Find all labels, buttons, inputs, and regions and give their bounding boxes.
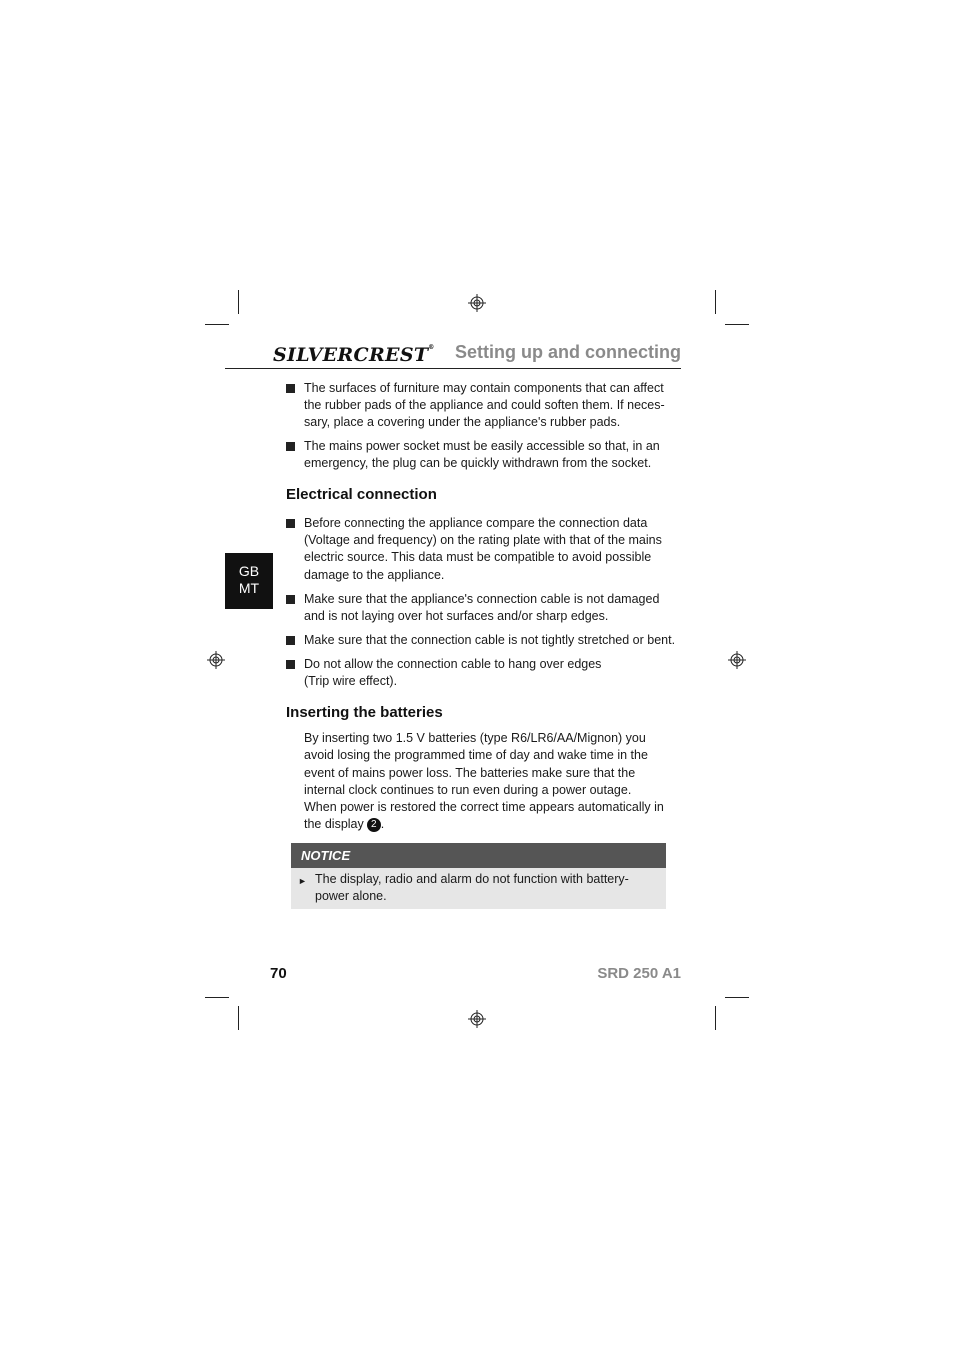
- bullet-square-icon: [286, 442, 295, 451]
- page-number: 70: [270, 965, 287, 982]
- notice-box: [291, 843, 666, 909]
- registration-mark-icon: [468, 1010, 486, 1028]
- notice-title: NOTICE: [291, 843, 666, 868]
- page-header: [225, 338, 681, 369]
- registration-mark-icon: [207, 651, 225, 669]
- section-heading: Inserting the batteries: [286, 704, 443, 721]
- list-item: Do not allow the connection cable to hang over edges (Trip wire effect).: [286, 656, 626, 690]
- model-number: SRD 250 A1: [597, 965, 681, 982]
- bullet-square-icon: [286, 636, 295, 645]
- language-code: MT: [238, 580, 260, 596]
- crop-mark: [715, 1006, 716, 1030]
- language-code: GB: [238, 563, 260, 579]
- bullet-square-icon: [286, 519, 295, 528]
- reference-number-badge: 2: [367, 818, 381, 832]
- bullet-square-icon: [286, 384, 295, 393]
- section-title: Setting up and connecting: [455, 342, 681, 362]
- crop-mark: [205, 324, 229, 325]
- section-heading: Electrical connection: [286, 486, 437, 503]
- crop-mark: [725, 997, 749, 998]
- arrow-right-icon: ►: [298, 876, 307, 886]
- body-paragraph: By inserting two 1.5 V batteries (type R6/LR6/AA/Mignon) you avoid losing the programmed time of day and wake time in the event of mains power loss. The batteries make sure that the internal clock continues to run even during a power outage. When power is restored the correct time appears automatically in the display 2 .: [304, 731, 664, 832]
- crop-mark: [205, 997, 229, 998]
- list-item: Make sure that the appliance's connection cable is not damaged and is not laying over hot surfaces and/or sharp edges.: [286, 591, 676, 625]
- bullet-square-icon: [286, 660, 295, 669]
- crop-mark: [238, 290, 239, 314]
- crop-mark: [715, 290, 716, 314]
- notice-body: ► The display, radio and alarm do not function with battery-power alone.: [298, 872, 629, 904]
- crop-mark: [725, 324, 749, 325]
- registration-mark-icon: [728, 651, 746, 669]
- language-tab: [225, 553, 273, 609]
- list-item: The surfaces of furniture may contain components that can affect the rubber pads of the appliance and could soften them. If neces-sary, place a covering under the appliance's rubber pads.: [286, 380, 676, 432]
- list-item: Make sure that the connection cable is not tightly stretched or bent.: [286, 632, 676, 649]
- list-item: The mains power socket must be easily accessible so that, in an emergency, the plug can be quickly withdrawn from the socket.: [286, 438, 676, 472]
- registration-mark-icon: [468, 294, 486, 312]
- crop-mark: [238, 1006, 239, 1030]
- list-item: Before connecting the appliance compare the connection data (Voltage and frequency) on the rating plate with that of the mains electric source. This data must be compatible to avoid possible damage to the appliance.: [286, 515, 676, 584]
- bullet-square-icon: [286, 595, 295, 604]
- brand-logo: SILVERCREST®: [273, 344, 435, 366]
